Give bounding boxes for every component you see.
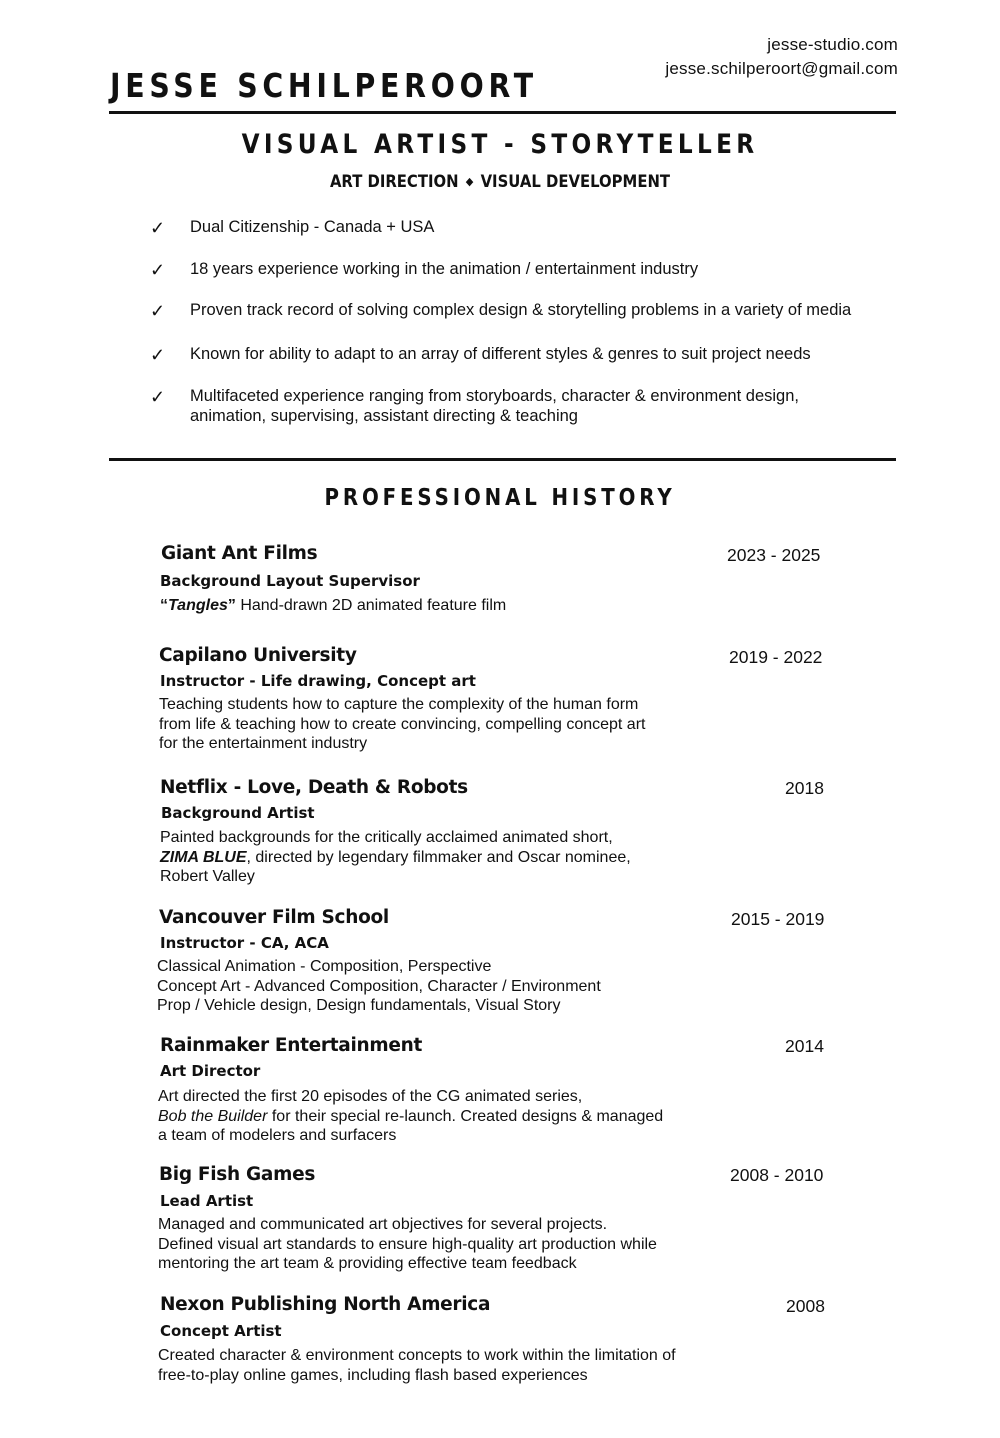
job-description [158,1087,663,1146]
job-years: 2014 [785,1036,824,1056]
description-line: Prop / Vehicle design, Design fundamentals, Visual Story [157,997,561,1014]
job-description [158,1215,657,1274]
diamond-icon: ◆ [465,175,474,188]
film-title: Tangles [168,597,228,614]
description-line: from life & teaching how to create convincing, compelling concept art [159,715,646,733]
job-years: 2023 - 2025 [727,545,821,565]
specialties [50,172,950,191]
description-line: mentoring the art team & providing effective team feedback [158,1255,577,1272]
website-link[interactable]: jesse-studio.com [767,35,898,54]
job-description [159,695,645,754]
description-line: a team of modelers and surfacers [158,1127,397,1144]
description-line: for the entertainment industry [159,735,368,752]
job-role: Lead Artist [160,1192,254,1210]
description-line: Painted backgrounds for the critically acclaimed animated short, [160,829,613,846]
company-name: Capilano University [159,645,357,666]
description-line: free-to-play online games, including flash based experiences [158,1366,588,1384]
highlight-item: 18 years experience working in the animation / entertainment industry [190,260,699,278]
company-name: Netflix - Love, Death & Robots [160,777,468,798]
job-years: 2008 - 2010 [730,1165,824,1185]
job-role: Art Director [160,1062,261,1080]
film-title: ZIMA BLUE [160,848,247,866]
description-line: Created character & environment concepts to work within the limitation of [158,1347,676,1364]
description-line: Managed and communicated art objectives for several projects. [158,1216,608,1233]
highlight-item: Dual Citizenship - Canada + USA [190,218,435,236]
job-description [158,1346,676,1385]
header-divider [109,111,896,114]
job-role: Concept Artist [160,1322,282,1340]
check-icon: ✓ [150,260,166,280]
check-icon: ✓ [150,218,166,238]
company-name: Rainmaker Entertainment [160,1035,423,1056]
company-name: Vancouver Film School [159,907,389,928]
description-line: Teaching students how to capture the complexity of the human form [159,696,639,713]
series-title: Bob the Builder [158,1107,268,1125]
description-line: Defined visual art standards to ensure high-quality art production while [158,1235,657,1253]
description-text: for their special re-launch. Created designs & managed [267,1107,664,1125]
job-description [157,957,601,1016]
description-line: Art directed the first 20 episodes of the CG animated series, [158,1088,583,1105]
description-line: Concept Art - Advanced Composition, Character / Environment [157,977,601,995]
job-role: Background Artist [161,804,315,822]
highlight-item: Multifaceted experience ranging from storyboards, character & environment design, [190,387,799,405]
check-icon: ✓ [150,345,166,365]
job-years: 2018 [785,778,824,798]
specialty-art-direction: ART DIRECTION [329,172,459,191]
job-description-text: Hand-drawn 2D animated feature film [235,597,507,614]
highlight-item-continued: animation, supervising, assistant directing & teaching [190,407,578,425]
check-icon: ✓ [150,301,166,321]
job-years: 2008 [786,1296,825,1316]
quote-close: ” [227,597,236,614]
specialty-visual-development: VISUAL DEVELOPMENT [480,172,671,191]
check-icon: ✓ [150,387,166,407]
highlight-item: Known for ability to adapt to an array of different styles & genres to suit project needs [190,345,811,363]
job-role: Background Layout Supervisor [160,572,420,590]
description-text: , directed by legendary filmmaker and Oscar nominee, [246,848,631,866]
description-line [160,848,631,868]
tagline: VISUAL ARTIST - STORYTELLER [241,129,759,160]
description-line: Classical Animation - Composition, Perspective [157,958,492,975]
company-name: Nexon Publishing North America [160,1294,491,1315]
highlight-item: Proven track record of solving complex design & storytelling problems in a variety of media [190,301,852,319]
quote-open: “ [160,597,168,614]
job-role: Instructor - CA, ACA [160,934,329,952]
company-name: Big Fish Games [159,1164,316,1185]
description-line: Robert Valley [160,868,255,885]
email-link[interactable]: jesse.schilperoort@gmail.com [665,59,898,78]
job-description [160,828,631,887]
section-divider [109,458,896,461]
description-line [158,1107,663,1127]
section-title: PROFESSIONAL HISTORY [324,485,676,511]
job-years: 2019 - 2022 [729,647,823,667]
job-years: 2015 - 2019 [731,909,825,929]
company-name: Giant Ant Films [161,543,318,564]
job-role: Instructor - Life drawing, Concept art [160,672,476,690]
job-description [160,596,506,616]
resume-name: JESSE SCHILPEROORT [110,66,538,105]
